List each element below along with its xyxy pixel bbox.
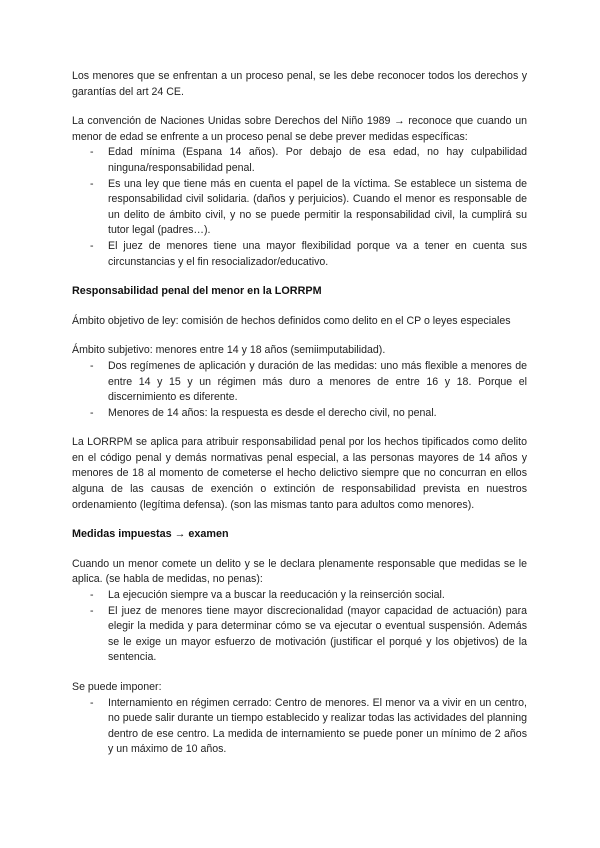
objective-scope-paragraph: Ámbito objetivo de ley: comisión de hechos definidos como delito en el CP o leyes especiales xyxy=(72,314,511,327)
intro-paragraph: Los menores que se enfrentan a un proceso penal, se les debe reconocer todos los derechos y garantías del art 24 CE. xyxy=(72,70,527,98)
measures-principles-list xyxy=(72,588,527,666)
list-item: - El juez de menores tiene una mayor flexibilidad porque va a tener en cuenta sus circunstancias y el fin resocializador/educativo. xyxy=(108,239,527,270)
regimes-list xyxy=(72,359,527,421)
convention-measures-list xyxy=(72,145,527,270)
list-item: - Edad mínima (Espana 14 años). Por debajo de esa edad, no hay culpabilidad ninguna/responsabilidad penal. xyxy=(108,145,527,176)
list-item: - Internamiento en régimen cerrado: Centro de menores. El menor va a vivir en un centro, no puede salir durante un tiempo establecido y realizar todas las actividades del planning dentro de ese centro. La medida de internamiento se puede poner un mínimo de 2 años y un máximo de 10 años. xyxy=(108,696,527,758)
list-item: - Es una ley que tiene más en cuenta el papel de la víctima. Se establece un sistema de responsabilidad civil solidaria. (daños y perjuicios). Cuando el menor es responsable de un delito de ámbito civil, y no se puede permitir la responsabilidad civil, la cumplirá su tutor legal (padres…). xyxy=(108,177,527,239)
list-item: - La ejecución siempre va a buscar la reeducación y la reinserción social. xyxy=(108,588,527,604)
lorrpm-application-paragraph: La LORRPM se aplica para atribuir responsabilidad penal por los hechos tipificados como delito en el código penal y demás normativas penal especial, a las personas mayores de 14 años y menores de 18 al momento de cometerse el hecho delictivo siempre que no concurran en ellos alguna de las causas de exención o extinción de responsabilidad prevista en nuestros ordenamiento (legítima defensa). (son las mismas tanto para adultos como menores). xyxy=(72,436,527,511)
imposable-measures-list xyxy=(72,696,527,758)
document-page xyxy=(72,69,527,758)
convention-paragraph: La convención de Naciones Unidas sobre Derechos del Niño 1989 → reconoce que cuando un menor de edad se enfrente a un proceso penal se debe prever medidas específicas: xyxy=(72,115,527,143)
measures-intro-paragraph: Cuando un menor comete un delito y se le declara plenamente responsable que medidas se le aplica. (se habla de medidas, no penas): xyxy=(72,557,527,586)
section-heading-measures: Medidas impuestas → examen xyxy=(72,528,229,541)
section-heading-lorrpm: Responsabilidad penal del menor en la LORRPM xyxy=(72,285,322,298)
list-item: - Menores de 14 años: la respuesta es desde el derecho civil, no penal. xyxy=(108,406,527,422)
subjective-scope-paragraph: Ámbito subjetivo: menores entre 14 y 18 años (semiimputabilidad). xyxy=(72,344,386,357)
can-impose-label: Se puede imponer: xyxy=(72,681,162,693)
list-item: - El juez de menores tiene mayor discrecionalidad (mayor capacidad de actuación) para elegir la medida y para determinar cómo se va ejecutar o eventual suspensión. Además se le exige un mayor esfuerzo de motivación (justificar el porqué y los objetivos) de la sentencia. xyxy=(108,604,527,666)
list-item: - Dos regímenes de aplicación y duración de las medidas: uno más flexible a menores de entre 14 y 15 y un régimen más duro a menores de entre 16 y 18. Porque el discernimiento es diferente. xyxy=(108,359,527,406)
